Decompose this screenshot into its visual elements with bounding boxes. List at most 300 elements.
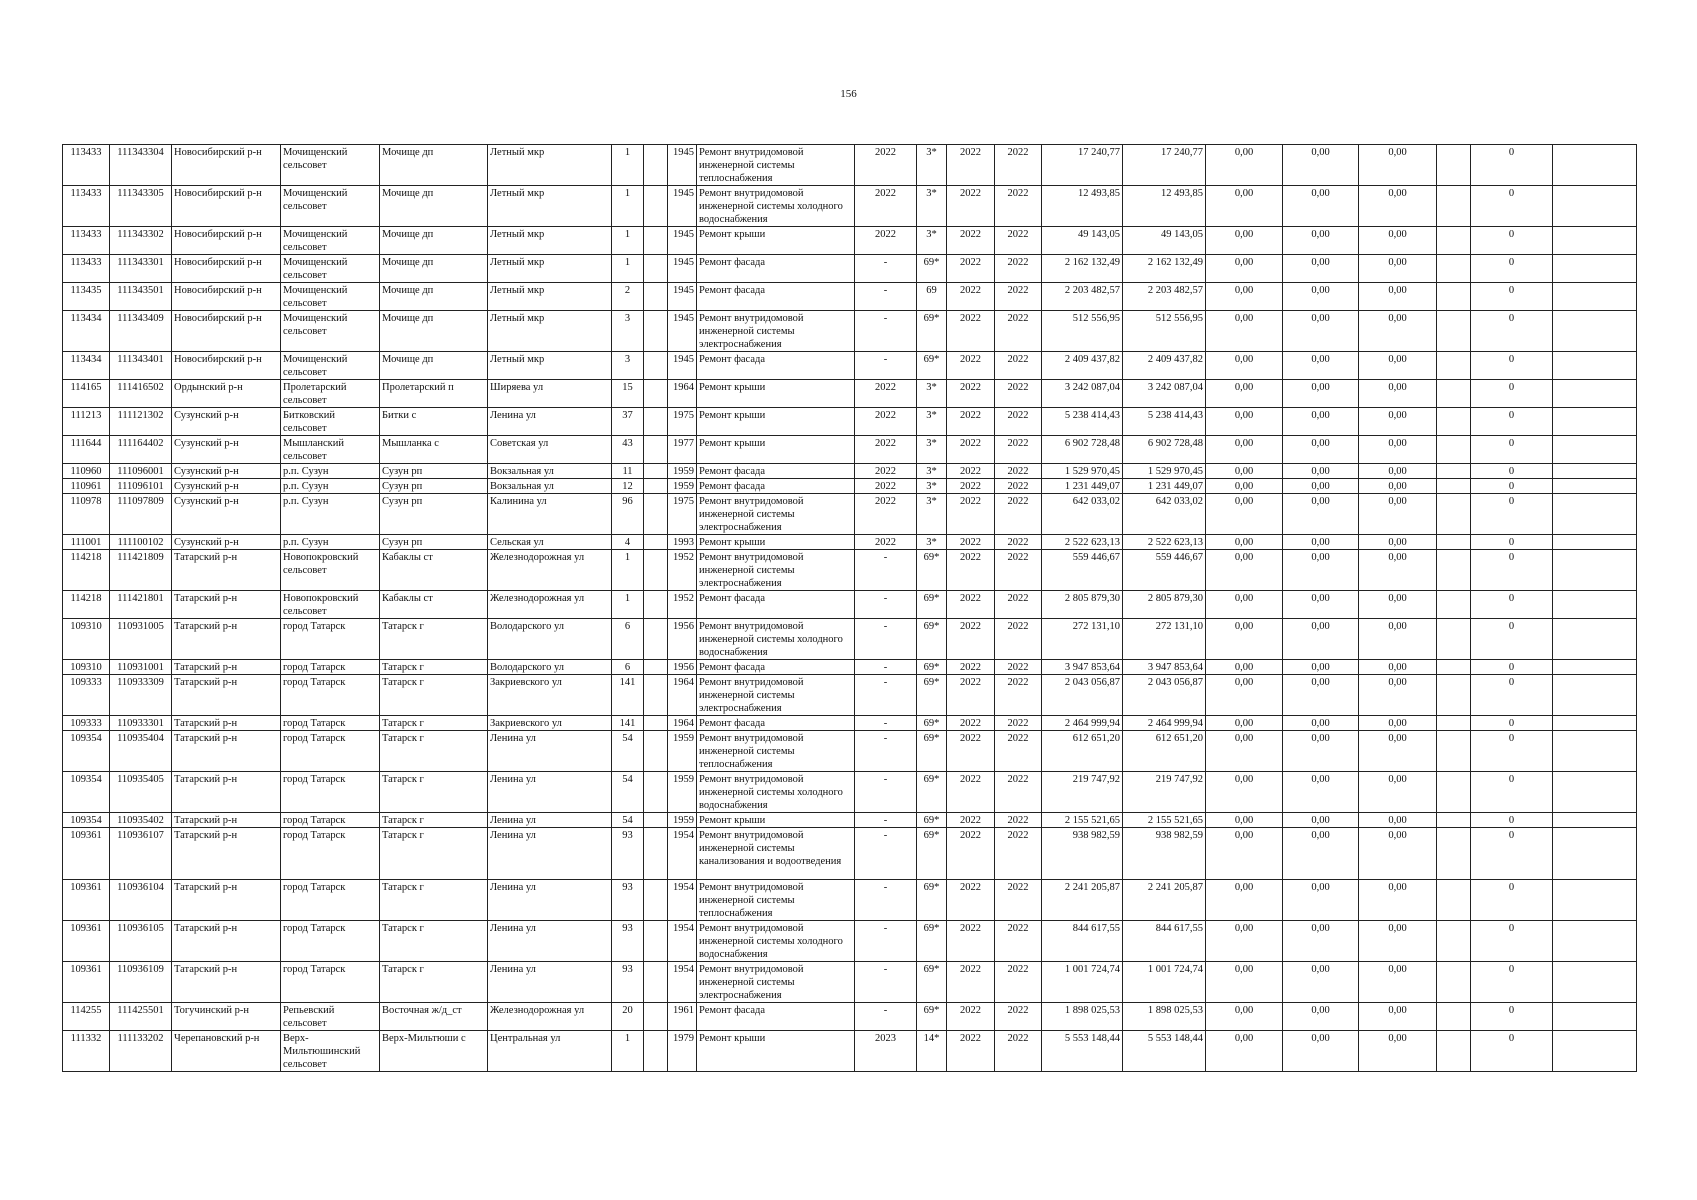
cell-settlement: Мочищенский сельсовет — [281, 227, 380, 255]
cell-blank — [1437, 352, 1471, 380]
cell-settlement: р.п. Сузун — [281, 535, 380, 550]
cell-object-code: 111343501 — [110, 283, 172, 311]
cell-settlement: Мочищенский сельсовет — [281, 186, 380, 227]
cell-fund-a: 0,00 — [1206, 494, 1283, 535]
cell-object-code: 110935402 — [110, 813, 172, 828]
cell-year-a: 2022 — [855, 436, 917, 464]
cell-fund-b: 0,00 — [1283, 731, 1359, 772]
cell-building — [644, 464, 668, 479]
cell-locality: Мочище дп — [380, 186, 488, 227]
cell-year-start: 2022 — [947, 675, 995, 716]
cell-year-start: 2022 — [947, 619, 995, 660]
cell-object-code: 110931005 — [110, 619, 172, 660]
cell-year-start: 2022 — [947, 436, 995, 464]
cell-year-a: 2022 — [855, 479, 917, 494]
cell-street: Ленина ул — [488, 813, 612, 828]
cell-object-code: 110936105 — [110, 921, 172, 962]
cell-locality: Мочище дп — [380, 352, 488, 380]
cell-house-number: 54 — [612, 813, 644, 828]
cell-year-start: 2022 — [947, 283, 995, 311]
cell-year-end: 2022 — [995, 1031, 1042, 1072]
cell-cost-share: 2 155 521,65 — [1123, 813, 1206, 828]
cell-count: 0 — [1471, 479, 1553, 494]
cell-count: 0 — [1471, 550, 1553, 591]
cell-year-end: 2022 — [995, 436, 1042, 464]
cell-locality: Татарск г — [380, 660, 488, 675]
cell-street: Ленина ул — [488, 731, 612, 772]
cell-fund-b: 0,00 — [1283, 591, 1359, 619]
cell-extra — [1553, 772, 1637, 813]
cell-locality: Мочище дп — [380, 227, 488, 255]
cell-district: Новосибирский р-н — [172, 352, 281, 380]
cell-total-cost: 559 446,67 — [1042, 550, 1123, 591]
cell-count: 0 — [1471, 255, 1553, 283]
cell-locality: Сузун рп — [380, 494, 488, 535]
cell-building — [644, 550, 668, 591]
cell-year-start: 2022 — [947, 731, 995, 772]
cell-blank — [1437, 255, 1471, 283]
cell-term: 69* — [917, 1003, 947, 1031]
cell-house-number: 1 — [612, 255, 644, 283]
cell-term: 69* — [917, 716, 947, 731]
cell-build-year: 1964 — [668, 675, 697, 716]
cell-year-start: 2022 — [947, 716, 995, 731]
cell-year-end: 2022 — [995, 494, 1042, 535]
cell-extra — [1553, 962, 1637, 1003]
cell-year-a: - — [855, 716, 917, 731]
cell-building — [644, 962, 668, 1003]
cell-locality: Мочище дп — [380, 255, 488, 283]
cell-building — [644, 921, 668, 962]
cell-building — [644, 227, 668, 255]
cell-locality: Татарск г — [380, 962, 488, 1003]
cell-fund-b: 0,00 — [1283, 880, 1359, 921]
cell-cost-share: 3 242 087,04 — [1123, 380, 1206, 408]
cell-street: Ширяева ул — [488, 380, 612, 408]
cell-fund-a: 0,00 — [1206, 464, 1283, 479]
cell-street: Вокзальная ул — [488, 464, 612, 479]
cell-fund-a: 0,00 — [1206, 535, 1283, 550]
cell-fund-c: 0,00 — [1359, 380, 1437, 408]
cell-fund-a: 0,00 — [1206, 283, 1283, 311]
register-table — [62, 144, 1637, 1072]
cell-object-code: 110931001 — [110, 660, 172, 675]
cell-total-cost: 844 617,55 — [1042, 921, 1123, 962]
cell-house-id: 114255 — [63, 1003, 110, 1031]
cell-building — [644, 311, 668, 352]
cell-build-year: 1964 — [668, 380, 697, 408]
cell-cost-share: 2 805 879,30 — [1123, 591, 1206, 619]
cell-cost-share: 642 033,02 — [1123, 494, 1206, 535]
cell-locality: Татарск г — [380, 716, 488, 731]
cell-settlement: город Татарск — [281, 619, 380, 660]
cell-total-cost: 49 143,05 — [1042, 227, 1123, 255]
cell-house-id: 113434 — [63, 311, 110, 352]
cell-build-year: 1959 — [668, 464, 697, 479]
cell-fund-c: 0,00 — [1359, 921, 1437, 962]
cell-blank — [1437, 436, 1471, 464]
cell-year-a: - — [855, 1003, 917, 1031]
cell-year-a: 2022 — [855, 535, 917, 550]
cell-fund-b: 0,00 — [1283, 813, 1359, 828]
cell-build-year: 1954 — [668, 921, 697, 962]
cell-term: 3* — [917, 227, 947, 255]
cell-house-number: 1 — [612, 145, 644, 186]
cell-settlement: город Татарск — [281, 962, 380, 1003]
cell-house-id: 114165 — [63, 380, 110, 408]
cell-build-year: 1959 — [668, 813, 697, 828]
cell-build-year: 1945 — [668, 311, 697, 352]
cell-locality: Татарск г — [380, 828, 488, 880]
table-row — [63, 494, 1637, 535]
cell-house-id: 113435 — [63, 283, 110, 311]
cell-settlement: Битковский сельсовет — [281, 408, 380, 436]
cell-count: 0 — [1471, 494, 1553, 535]
cell-fund-a: 0,00 — [1206, 145, 1283, 186]
cell-extra — [1553, 436, 1637, 464]
cell-total-cost: 5 553 148,44 — [1042, 1031, 1123, 1072]
cell-locality: Кабаклы ст — [380, 550, 488, 591]
cell-extra — [1553, 1031, 1637, 1072]
cell-fund-a: 0,00 — [1206, 311, 1283, 352]
cell-settlement: город Татарск — [281, 772, 380, 813]
table-row — [63, 828, 1637, 880]
cell-settlement: Мочищенский сельсовет — [281, 145, 380, 186]
cell-blank — [1437, 1031, 1471, 1072]
cell-blank — [1437, 675, 1471, 716]
cell-year-end: 2022 — [995, 731, 1042, 772]
cell-extra — [1553, 716, 1637, 731]
cell-district: Сузунский р-н — [172, 494, 281, 535]
cell-fund-b: 0,00 — [1283, 535, 1359, 550]
cell-fund-b: 0,00 — [1283, 772, 1359, 813]
cell-locality: Мочище дп — [380, 311, 488, 352]
table-row — [63, 731, 1637, 772]
cell-house-number: 54 — [612, 731, 644, 772]
cell-fund-b: 0,00 — [1283, 436, 1359, 464]
cell-year-a: - — [855, 921, 917, 962]
cell-build-year: 1952 — [668, 550, 697, 591]
cell-term: 3* — [917, 494, 947, 535]
cell-house-id: 109361 — [63, 962, 110, 1003]
cell-count: 0 — [1471, 186, 1553, 227]
cell-year-a: - — [855, 311, 917, 352]
cell-cost-share: 12 493,85 — [1123, 186, 1206, 227]
cell-locality: Татарск г — [380, 675, 488, 716]
cell-fund-c: 0,00 — [1359, 464, 1437, 479]
cell-blank — [1437, 283, 1471, 311]
cell-extra — [1553, 145, 1637, 186]
cell-district: Татарский р-н — [172, 772, 281, 813]
cell-term: 69* — [917, 828, 947, 880]
cell-build-year: 1945 — [668, 145, 697, 186]
cell-build-year: 1961 — [668, 1003, 697, 1031]
cell-fund-a: 0,00 — [1206, 772, 1283, 813]
cell-year-end: 2022 — [995, 145, 1042, 186]
cell-house-number: 11 — [612, 464, 644, 479]
cell-blank — [1437, 716, 1471, 731]
cell-year-start: 2022 — [947, 813, 995, 828]
cell-year-a: 2022 — [855, 408, 917, 436]
cell-year-a: 2023 — [855, 1031, 917, 1072]
cell-total-cost: 2 464 999,94 — [1042, 716, 1123, 731]
cell-building — [644, 436, 668, 464]
cell-term: 69* — [917, 619, 947, 660]
cell-street: Закриевского ул — [488, 716, 612, 731]
cell-work-type: Ремонт крыши — [697, 380, 855, 408]
table-row — [63, 479, 1637, 494]
cell-count: 0 — [1471, 962, 1553, 1003]
cell-district: Новосибирский р-н — [172, 283, 281, 311]
cell-street: Володарского ул — [488, 660, 612, 675]
cell-building — [644, 813, 668, 828]
cell-year-a: 2022 — [855, 494, 917, 535]
cell-total-cost: 272 131,10 — [1042, 619, 1123, 660]
cell-total-cost: 6 902 728,48 — [1042, 436, 1123, 464]
cell-work-type: Ремонт внутридомовой инженерной системы холодного водоснабжения — [697, 186, 855, 227]
cell-fund-c: 0,00 — [1359, 1031, 1437, 1072]
cell-cost-share: 1 231 449,07 — [1123, 479, 1206, 494]
cell-cost-share: 2 409 437,82 — [1123, 352, 1206, 380]
cell-term: 69* — [917, 660, 947, 675]
cell-year-a: - — [855, 813, 917, 828]
cell-blank — [1437, 660, 1471, 675]
cell-fund-b: 0,00 — [1283, 675, 1359, 716]
cell-object-code: 111133202 — [110, 1031, 172, 1072]
cell-house-number: 1 — [612, 186, 644, 227]
cell-year-start: 2022 — [947, 1031, 995, 1072]
cell-count: 0 — [1471, 145, 1553, 186]
cell-fund-a: 0,00 — [1206, 1031, 1283, 1072]
cell-street: Летный мкр — [488, 352, 612, 380]
cell-house-number: 37 — [612, 408, 644, 436]
cell-building — [644, 1003, 668, 1031]
cell-year-end: 2022 — [995, 255, 1042, 283]
cell-year-a: - — [855, 731, 917, 772]
cell-year-end: 2022 — [995, 921, 1042, 962]
cell-work-type: Ремонт внутридомовой инженерной системы теплоснабжения — [697, 880, 855, 921]
cell-year-start: 2022 — [947, 494, 995, 535]
cell-street: Володарского ул — [488, 619, 612, 660]
cell-street: Вокзальная ул — [488, 479, 612, 494]
cell-house-number: 54 — [612, 772, 644, 813]
cell-cost-share: 6 902 728,48 — [1123, 436, 1206, 464]
cell-blank — [1437, 479, 1471, 494]
cell-house-number: 3 — [612, 352, 644, 380]
cell-build-year: 1993 — [668, 535, 697, 550]
cell-blank — [1437, 772, 1471, 813]
cell-fund-c: 0,00 — [1359, 494, 1437, 535]
cell-fund-b: 0,00 — [1283, 408, 1359, 436]
cell-district: Татарский р-н — [172, 591, 281, 619]
cell-house-id: 110961 — [63, 479, 110, 494]
cell-house-id: 113433 — [63, 227, 110, 255]
cell-year-end: 2022 — [995, 962, 1042, 1003]
cell-total-cost: 3 242 087,04 — [1042, 380, 1123, 408]
cell-work-type: Ремонт крыши — [697, 436, 855, 464]
cell-settlement: город Татарск — [281, 921, 380, 962]
cell-count: 0 — [1471, 352, 1553, 380]
cell-fund-c: 0,00 — [1359, 255, 1437, 283]
cell-year-start: 2022 — [947, 227, 995, 255]
cell-work-type: Ремонт внутридомовой инженерной системы холодного водоснабжения — [697, 772, 855, 813]
cell-year-end: 2022 — [995, 1003, 1042, 1031]
cell-work-type: Ремонт внутридомовой инженерной системы электроснабжения — [697, 311, 855, 352]
cell-building — [644, 731, 668, 772]
cell-locality: Татарск г — [380, 813, 488, 828]
cell-year-a: 2022 — [855, 380, 917, 408]
cell-term: 3* — [917, 464, 947, 479]
cell-year-end: 2022 — [995, 772, 1042, 813]
cell-term: 69* — [917, 255, 947, 283]
cell-year-start: 2022 — [947, 962, 995, 1003]
cell-total-cost: 219 747,92 — [1042, 772, 1123, 813]
cell-settlement: Мочищенский сельсовет — [281, 283, 380, 311]
cell-build-year: 1954 — [668, 962, 697, 1003]
table-row — [63, 186, 1637, 227]
cell-house-number: 1 — [612, 227, 644, 255]
cell-fund-c: 0,00 — [1359, 591, 1437, 619]
cell-street: Ленина ул — [488, 880, 612, 921]
cell-street: Летный мкр — [488, 145, 612, 186]
cell-term: 3* — [917, 380, 947, 408]
cell-extra — [1553, 660, 1637, 675]
cell-year-end: 2022 — [995, 283, 1042, 311]
cell-house-number: 6 — [612, 660, 644, 675]
cell-year-end: 2022 — [995, 660, 1042, 675]
cell-total-cost: 612 651,20 — [1042, 731, 1123, 772]
cell-year-a: - — [855, 660, 917, 675]
cell-count: 0 — [1471, 731, 1553, 772]
cell-fund-b: 0,00 — [1283, 479, 1359, 494]
cell-fund-b: 0,00 — [1283, 380, 1359, 408]
cell-work-type: Ремонт фасада — [697, 479, 855, 494]
cell-work-type: Ремонт крыши — [697, 227, 855, 255]
cell-term: 3* — [917, 479, 947, 494]
cell-house-number: 93 — [612, 962, 644, 1003]
cell-extra — [1553, 731, 1637, 772]
cell-extra — [1553, 880, 1637, 921]
cell-settlement: Новопокровский сельсовет — [281, 550, 380, 591]
cell-settlement: город Татарск — [281, 675, 380, 716]
cell-district: Татарский р-н — [172, 828, 281, 880]
cell-work-type: Ремонт внутридомовой инженерной системы электроснабжения — [697, 550, 855, 591]
cell-fund-a: 0,00 — [1206, 255, 1283, 283]
cell-object-code: 111343409 — [110, 311, 172, 352]
cell-work-type: Ремонт внутридомовой инженерной системы электроснабжения — [697, 675, 855, 716]
cell-object-code: 110933309 — [110, 675, 172, 716]
cell-blank — [1437, 731, 1471, 772]
cell-cost-share: 1 898 025,53 — [1123, 1003, 1206, 1031]
cell-work-type: Ремонт крыши — [697, 408, 855, 436]
cell-build-year: 1945 — [668, 283, 697, 311]
cell-fund-b: 0,00 — [1283, 921, 1359, 962]
cell-fund-a: 0,00 — [1206, 479, 1283, 494]
cell-street: Железнодорожная ул — [488, 550, 612, 591]
cell-year-a: - — [855, 283, 917, 311]
cell-house-id: 111001 — [63, 535, 110, 550]
cell-house-id: 111644 — [63, 436, 110, 464]
cell-street: Летный мкр — [488, 227, 612, 255]
cell-house-number: 12 — [612, 479, 644, 494]
cell-year-start: 2022 — [947, 880, 995, 921]
cell-object-code: 111121302 — [110, 408, 172, 436]
cell-settlement: Мышланский сельсовет — [281, 436, 380, 464]
cell-year-a: 2022 — [855, 145, 917, 186]
cell-count: 0 — [1471, 464, 1553, 479]
cell-fund-c: 0,00 — [1359, 962, 1437, 1003]
cell-extra — [1553, 675, 1637, 716]
cell-work-type: Ремонт фасада — [697, 352, 855, 380]
cell-term: 69* — [917, 352, 947, 380]
cell-count: 0 — [1471, 311, 1553, 352]
cell-district: Татарский р-н — [172, 619, 281, 660]
cell-building — [644, 880, 668, 921]
cell-locality: Сузун рп — [380, 479, 488, 494]
cell-build-year: 1954 — [668, 880, 697, 921]
cell-year-end: 2022 — [995, 535, 1042, 550]
cell-house-id: 109361 — [63, 880, 110, 921]
cell-year-a: 2022 — [855, 186, 917, 227]
cell-work-type: Ремонт фасада — [697, 1003, 855, 1031]
table-row — [63, 675, 1637, 716]
cell-settlement: Пролетарский сельсовет — [281, 380, 380, 408]
cell-locality: Верх-Мильтюши с — [380, 1031, 488, 1072]
cell-fund-c: 0,00 — [1359, 772, 1437, 813]
cell-locality: Кабаклы ст — [380, 591, 488, 619]
cell-total-cost: 2 203 482,57 — [1042, 283, 1123, 311]
cell-cost-share: 2 162 132,49 — [1123, 255, 1206, 283]
cell-extra — [1553, 535, 1637, 550]
cell-building — [644, 145, 668, 186]
cell-year-a: - — [855, 550, 917, 591]
cell-build-year: 1954 — [668, 828, 697, 880]
cell-extra — [1553, 283, 1637, 311]
cell-fund-b: 0,00 — [1283, 494, 1359, 535]
cell-object-code: 111164402 — [110, 436, 172, 464]
cell-object-code: 110936104 — [110, 880, 172, 921]
cell-work-type: Ремонт внутридомовой инженерной системы электроснабжения — [697, 494, 855, 535]
table-row — [63, 352, 1637, 380]
cell-blank — [1437, 962, 1471, 1003]
cell-district: Ордынский р-н — [172, 380, 281, 408]
cell-year-start: 2022 — [947, 660, 995, 675]
cell-build-year: 1945 — [668, 227, 697, 255]
cell-building — [644, 660, 668, 675]
cell-year-start: 2022 — [947, 352, 995, 380]
cell-object-code: 111416502 — [110, 380, 172, 408]
cell-object-code: 110933301 — [110, 716, 172, 731]
cell-extra — [1553, 619, 1637, 660]
cell-street: Железнодорожная ул — [488, 591, 612, 619]
cell-building — [644, 1031, 668, 1072]
cell-build-year: 1945 — [668, 352, 697, 380]
cell-district: Новосибирский р-н — [172, 145, 281, 186]
cell-term: 69* — [917, 731, 947, 772]
cell-count: 0 — [1471, 772, 1553, 813]
cell-building — [644, 352, 668, 380]
cell-district: Сузунский р-н — [172, 535, 281, 550]
cell-blank — [1437, 1003, 1471, 1031]
cell-year-end: 2022 — [995, 813, 1042, 828]
cell-year-start: 2022 — [947, 380, 995, 408]
cell-house-number: 1 — [612, 591, 644, 619]
cell-district: Сузунский р-н — [172, 408, 281, 436]
cell-build-year: 1959 — [668, 772, 697, 813]
cell-object-code: 110935404 — [110, 731, 172, 772]
cell-fund-b: 0,00 — [1283, 145, 1359, 186]
cell-fund-b: 0,00 — [1283, 464, 1359, 479]
